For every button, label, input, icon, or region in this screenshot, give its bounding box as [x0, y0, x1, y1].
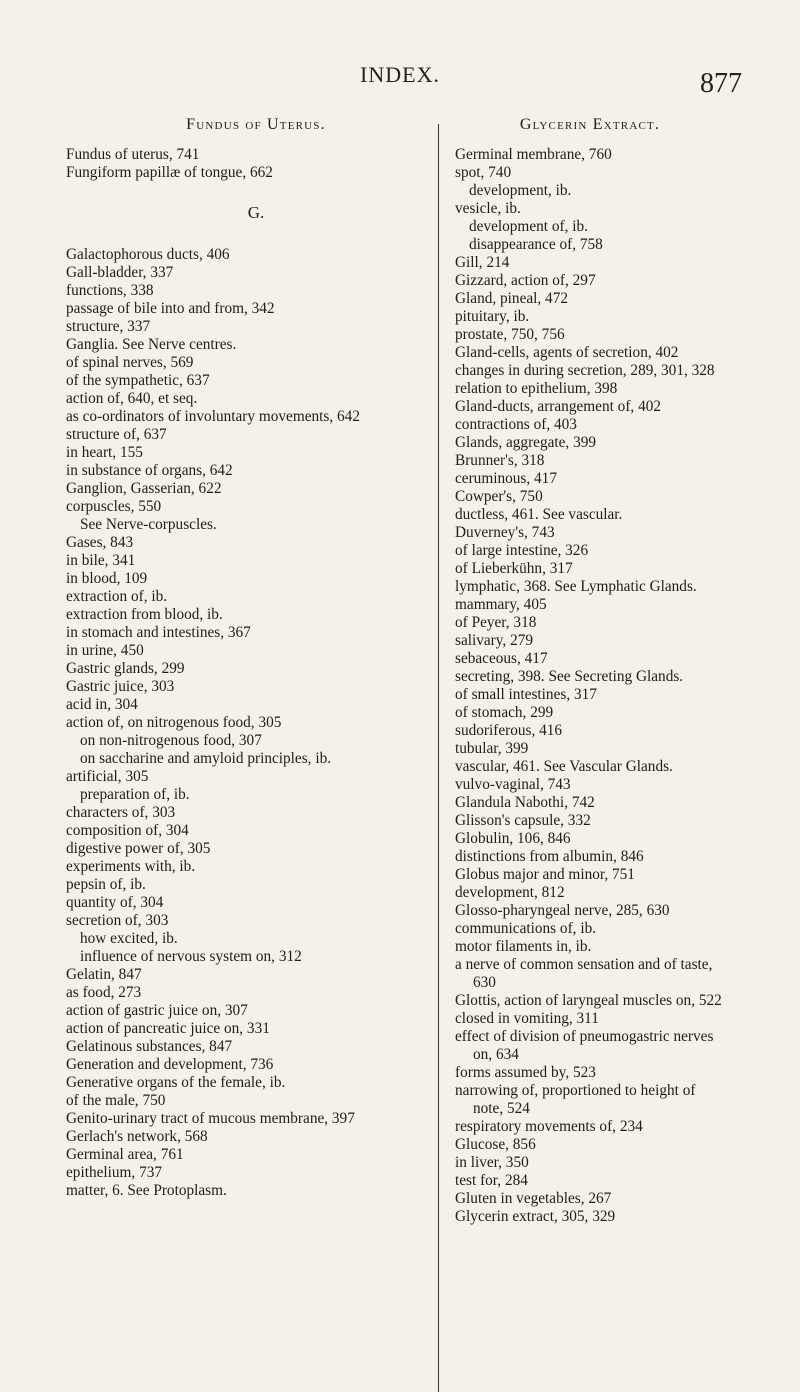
index-entry: salivary, 279	[455, 632, 534, 649]
index-entry: development, 812	[455, 884, 565, 901]
index-entry: Duverney's, 743	[455, 524, 555, 541]
index-entry: Germinal membrane, 760	[455, 146, 612, 163]
index-entry: Globulin, 106, 846	[455, 830, 571, 847]
index-entry: extraction of, ib.	[66, 588, 168, 605]
index-entry: on non-nitrogenous food, 307	[80, 732, 262, 749]
index-entry: Gases, 843	[66, 534, 134, 551]
index-entry: acid in, 304	[66, 696, 138, 713]
index-entry: changes in during secretion, 289, 301, 328	[455, 362, 715, 379]
index-entry: vesicle, ib.	[455, 200, 521, 217]
index-entry: pepsin of, ib.	[66, 876, 146, 893]
column-heading: Glycerin Extract.	[519, 116, 661, 133]
index-entry: See Nerve-corpuscles.	[80, 516, 217, 533]
page-title: INDEX.	[360, 62, 440, 87]
index-entry: how excited, ib.	[80, 930, 178, 947]
index-entry: Gland-cells, agents of secretion, 402	[455, 344, 679, 361]
index-entry: structure of, 637	[66, 426, 167, 443]
index-entry: as co-ordinators of involuntary movements, 642	[66, 408, 360, 425]
index-entry: Gall-bladder, 337	[66, 264, 174, 281]
index-entry: Gelatin, 847	[66, 966, 142, 983]
index-entry: passage of bile into and from, 342	[66, 300, 275, 317]
index-entry: functions, 338	[66, 282, 154, 299]
index-entry: Ganglia. See Nerve centres.	[66, 336, 237, 353]
index-entry: development of, ib.	[469, 218, 588, 235]
index-entry: Glisson's capsule, 332	[455, 812, 591, 829]
index-entry: of spinal nerves, 569	[66, 354, 194, 371]
index-entry: Genito-urinary tract of mucous membrane, 397	[66, 1110, 355, 1127]
index-entry: of Lieberkühn, 317	[455, 560, 573, 577]
index-entry: lymphatic, 368. See Lymphatic Glands.	[455, 578, 697, 595]
index-entry: Gastric glands, 299	[66, 660, 185, 677]
index-entry: Fundus of uterus, 741	[66, 146, 200, 163]
index-entry: distinctions from albumin, 846	[455, 848, 644, 865]
index-entry: extraction from blood, ib.	[66, 606, 223, 623]
index-entry: in liver, 350	[455, 1154, 529, 1171]
index-entry: ceruminous, 417	[455, 470, 557, 487]
index-entry: vulvo-vaginal, 743	[455, 776, 571, 793]
index-entry: action of gastric juice on, 307	[66, 1002, 248, 1019]
index-entry: a nerve of common sensation and of taste, 630	[455, 956, 713, 991]
index-entry: Gerlach's network, 568	[66, 1128, 208, 1145]
index-entry: secreting, 398. See Secreting Glands.	[455, 668, 684, 685]
index-entry: Ganglion, Gasserian, 622	[66, 480, 222, 497]
index-entry: Glosso-pharyngeal nerve, 285, 630	[455, 902, 670, 919]
index-entry: of the male, 750	[66, 1092, 166, 1109]
index-entry: characters of, 303	[66, 804, 176, 821]
index-entry: in blood, 109	[66, 570, 148, 587]
index-entry: action of, on nitrogenous food, 305	[66, 714, 282, 731]
index-entry: experiments with, ib.	[66, 858, 196, 875]
index-entry: composition of, 304	[66, 822, 189, 839]
index-entry: Globus major and minor, 751	[455, 866, 635, 883]
index-entry: matter, 6. See Protoplasm.	[66, 1182, 227, 1199]
section-letter: G.	[247, 203, 265, 222]
index-entry: Brunner's, 318	[455, 452, 545, 469]
index-entry: sudoriferous, 416	[455, 722, 563, 739]
index-entry: vascular, 461. See Vascular Glands.	[455, 758, 673, 775]
index-entry: mammary, 405	[455, 596, 547, 613]
index-entry: forms assumed by, 523	[455, 1064, 596, 1081]
index-entry: prostate, 750, 756	[455, 326, 565, 343]
index-entry: Generation and development, 736	[66, 1056, 274, 1073]
index-entry: Gluten in vegetables, 267	[455, 1190, 612, 1207]
column-heading: Fundus of Uterus.	[186, 116, 326, 133]
index-entry: Gizzard, action of, 297	[455, 272, 596, 289]
index-entry: Glands, aggregate, 399	[455, 434, 597, 451]
index-entry: structure, 337	[66, 318, 151, 335]
index-entry: artificial, 305	[66, 768, 149, 785]
index-entry: Glandula Nabothi, 742	[455, 794, 595, 811]
index-entry: contractions of, 403	[455, 416, 577, 433]
page-number: 877	[700, 68, 742, 99]
index-entry: quantity of, 304	[66, 894, 164, 911]
index-entry: action of pancreatic juice on, 331	[66, 1020, 270, 1037]
index-entry: on saccharine and amyloid principles, ib.	[80, 750, 332, 767]
index-entry: Glycerin extract, 305, 329	[455, 1208, 616, 1225]
index-entry: in heart, 155	[66, 444, 143, 461]
index-entry: narrowing of, proportioned to height of note, 524	[455, 1082, 696, 1117]
index-entry: of small intestines, 317	[455, 686, 597, 703]
index-entry: Gelatinous substances, 847	[66, 1038, 233, 1055]
index-entry: tubular, 399	[455, 740, 529, 757]
index-entry: Gastric juice, 303	[66, 678, 175, 695]
index-entry: Gland, pineal, 472	[455, 290, 569, 307]
index-entry: pituitary, ib.	[455, 308, 530, 325]
index-entry: of Peyer, 318	[455, 614, 537, 631]
column-divider	[438, 124, 439, 1392]
index-entry: in stomach and intestines, 367	[66, 624, 251, 641]
index-entry: Glottis, action of laryngeal muscles on, 522	[455, 992, 722, 1009]
index-entry: secretion of, 303	[66, 912, 169, 929]
index-entry: action of, 640, et seq.	[66, 390, 198, 407]
index-entry: spot, 740	[455, 164, 512, 181]
index-entry: Fungiform papillæ of tongue, 662	[66, 164, 273, 181]
index-entry: relation to epithelium, 398	[455, 380, 618, 397]
index-entry: of stomach, 299	[455, 704, 554, 721]
index-entry: respiratory movements of, 234	[455, 1118, 643, 1135]
index-entry: of large intestine, 326	[455, 542, 589, 559]
index-entry: digestive power of, 305	[66, 840, 211, 857]
index-entry: epithelium, 737	[66, 1164, 163, 1181]
index-entry: influence of nervous system on, 312	[80, 948, 302, 965]
index-entry: Galactophorous ducts, 406	[66, 246, 230, 263]
index-entry: corpuscles, 550	[66, 498, 162, 515]
index-entry: Glucose, 856	[455, 1136, 536, 1153]
index-entry: Gill, 214	[455, 254, 510, 271]
index-entry: in bile, 341	[66, 552, 136, 569]
index-entry: as food, 273	[66, 984, 142, 1001]
index-entry: Cowper's, 750	[455, 488, 543, 505]
index-entry: communications of, ib.	[455, 920, 597, 937]
index-entry: Germinal area, 761	[66, 1146, 184, 1163]
index-entry: ductless, 461. See vascular.	[455, 506, 623, 523]
index-entry: of the sympathetic, 637	[66, 372, 210, 389]
index-entry: motor filaments in, ib.	[455, 938, 592, 955]
index-entry: effect of division of pneumogastric nerves on, 634	[455, 1028, 714, 1063]
index-entry: disappearance of, 758	[469, 236, 603, 253]
index-entry: sebaceous, 417	[455, 650, 548, 667]
index-entry: in urine, 450	[66, 642, 144, 659]
index-column-right	[455, 116, 725, 1226]
index-entry: in substance of organs, 642	[66, 462, 233, 479]
index-entry: closed in vomiting, 311	[455, 1010, 599, 1027]
index-entry: test for, 284	[455, 1172, 528, 1189]
index-entry: Gland-ducts, arrangement of, 402	[455, 398, 662, 415]
index-column-left	[66, 116, 446, 1200]
index-entry: Generative organs of the female, ib.	[66, 1074, 286, 1091]
index-entry: preparation of, ib.	[80, 786, 190, 803]
index-entry: development, ib.	[469, 182, 572, 199]
